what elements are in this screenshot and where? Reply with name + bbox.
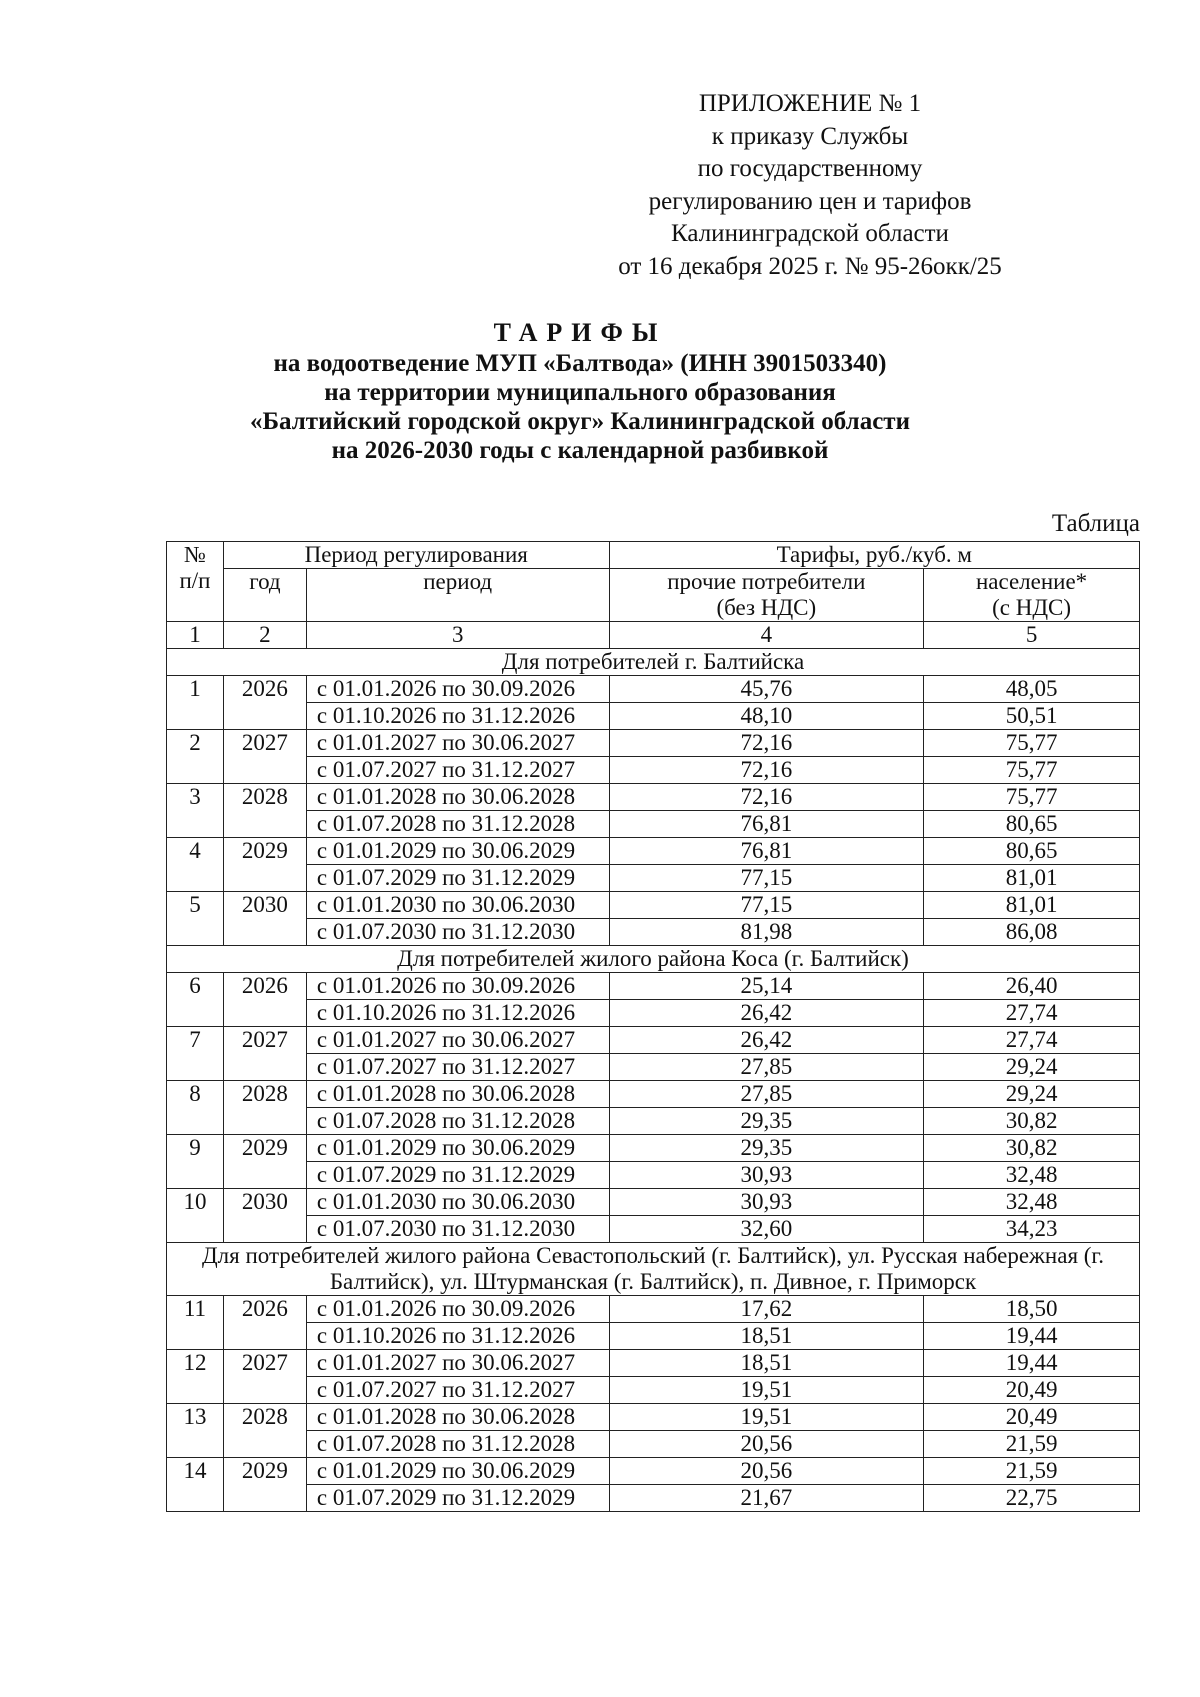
header-population-line2: (с НДС) xyxy=(992,595,1072,620)
header-num-sign: № xyxy=(183,542,206,567)
row-period: с 01.01.2026 по 30.09.2026 xyxy=(306,1296,609,1323)
row-tariff-population: 86,08 xyxy=(924,919,1140,946)
table-row xyxy=(167,892,1140,919)
row-period: с 01.01.2028 по 30.06.2028 xyxy=(306,1404,609,1431)
section-title: Для потребителей жилого района Севастопольский (г. Балтийск), ул. Русская набережная (г. Балтийск), ул. Штурманская (г. Балтийск), п. Дивное, г. Приморск xyxy=(167,1243,1140,1296)
row-number: 11 xyxy=(167,1296,224,1350)
header-num-pp: п/п xyxy=(179,568,211,593)
row-tariff-population: 27,74 xyxy=(924,1000,1140,1027)
row-number: 7 xyxy=(167,1027,224,1081)
row-tariff-population: 81,01 xyxy=(924,865,1140,892)
row-number: 2 xyxy=(167,730,224,784)
row-period: с 01.01.2027 по 30.06.2027 xyxy=(306,1027,609,1054)
table-row xyxy=(167,1162,1140,1189)
row-number: 6 xyxy=(167,973,224,1027)
table-row xyxy=(167,1377,1140,1404)
row-period: с 01.07.2030 по 31.12.2030 xyxy=(306,919,609,946)
row-tariff-others: 27,85 xyxy=(609,1081,924,1108)
row-period: с 01.01.2029 по 30.06.2029 xyxy=(306,1135,609,1162)
col-number: 5 xyxy=(924,622,1140,649)
header-population xyxy=(924,569,1140,622)
row-tariff-others: 17,62 xyxy=(609,1296,924,1323)
table-row xyxy=(167,703,1140,730)
table-row xyxy=(167,973,1140,1000)
tariffs-table xyxy=(166,541,1140,1512)
row-tariff-others: 19,51 xyxy=(609,1404,924,1431)
col-number: 2 xyxy=(223,622,306,649)
row-period: с 01.10.2026 по 31.12.2026 xyxy=(306,703,609,730)
row-tariff-population: 19,44 xyxy=(924,1350,1140,1377)
row-tariff-others: 29,35 xyxy=(609,1108,924,1135)
row-period: с 01.01.2030 по 30.06.2030 xyxy=(306,892,609,919)
row-period: с 01.01.2026 по 30.09.2026 xyxy=(306,973,609,1000)
row-tariff-others: 72,16 xyxy=(609,784,924,811)
table-row xyxy=(167,676,1140,703)
table-row xyxy=(167,1216,1140,1243)
row-tariff-others: 45,76 xyxy=(609,676,924,703)
row-tariff-population: 29,24 xyxy=(924,1054,1140,1081)
table-row xyxy=(167,1458,1140,1485)
row-year: 2028 xyxy=(223,1404,306,1458)
row-tariff-population: 20,49 xyxy=(924,1377,1140,1404)
header-others xyxy=(609,569,924,622)
row-period: с 01.01.2028 по 30.06.2028 xyxy=(306,784,609,811)
title-line: «Балтийский городской округ» Калининградской области xyxy=(250,408,910,435)
row-tariff-population: 21,59 xyxy=(924,1458,1140,1485)
row-tariff-others: 30,93 xyxy=(609,1189,924,1216)
row-tariff-others: 76,81 xyxy=(609,811,924,838)
row-tariff-population: 22,75 xyxy=(924,1485,1140,1512)
row-tariff-others: 18,51 xyxy=(609,1350,924,1377)
header-others-line1: прочие потребители xyxy=(667,569,866,594)
row-tariff-others: 29,35 xyxy=(609,1135,924,1162)
table-row xyxy=(167,1485,1140,1512)
row-year: 2030 xyxy=(223,892,306,946)
section-title: Для потребителей г. Балтийска xyxy=(167,649,1140,676)
row-period: с 01.01.2026 по 30.09.2026 xyxy=(306,676,609,703)
row-tariff-population: 75,77 xyxy=(924,730,1140,757)
row-year: 2029 xyxy=(223,1135,306,1189)
row-tariff-population: 29,24 xyxy=(924,1081,1140,1108)
row-year: 2027 xyxy=(223,1350,306,1404)
row-period: с 01.07.2029 по 31.12.2029 xyxy=(306,1485,609,1512)
appendix-line: ПРИЛОЖЕНИЕ № 1 xyxy=(698,90,922,117)
row-tariff-others: 72,16 xyxy=(609,757,924,784)
header-period: период xyxy=(306,569,609,622)
table-row xyxy=(167,1404,1140,1431)
row-tariff-population: 32,48 xyxy=(924,1189,1140,1216)
header-year: год xyxy=(223,569,306,622)
row-tariff-others: 26,42 xyxy=(609,1000,924,1027)
row-number: 10 xyxy=(167,1189,224,1243)
table-label: Таблица xyxy=(1051,510,1140,537)
table-row xyxy=(167,1135,1140,1162)
row-number: 1 xyxy=(167,676,224,730)
row-period: с 01.07.2027 по 31.12.2027 xyxy=(306,1054,609,1081)
row-tariff-population: 30,82 xyxy=(924,1108,1140,1135)
row-tariff-others: 77,15 xyxy=(609,865,924,892)
table-row xyxy=(167,811,1140,838)
row-period: с 01.10.2026 по 31.12.2026 xyxy=(306,1000,609,1027)
row-number: 4 xyxy=(167,838,224,892)
row-period: с 01.07.2028 по 31.12.2028 xyxy=(306,811,609,838)
col-number: 3 xyxy=(306,622,609,649)
row-tariff-population: 80,65 xyxy=(924,838,1140,865)
row-tariff-others: 32,60 xyxy=(609,1216,924,1243)
row-year: 2027 xyxy=(223,1027,306,1081)
table-row xyxy=(167,919,1140,946)
header-population-line1: население* xyxy=(975,569,1088,594)
appendix-line: Калининградской области xyxy=(671,220,949,247)
table-row xyxy=(167,1081,1140,1108)
row-number: 3 xyxy=(167,784,224,838)
row-tariff-others: 20,56 xyxy=(609,1458,924,1485)
table-row xyxy=(167,1000,1140,1027)
table-row xyxy=(167,1054,1140,1081)
section-title: Для потребителей жилого района Коса (г. Балтийск) xyxy=(167,946,1140,973)
row-tariff-population: 75,77 xyxy=(924,757,1140,784)
row-number: 8 xyxy=(167,1081,224,1135)
row-tariff-others: 30,93 xyxy=(609,1162,924,1189)
row-tariff-others: 27,85 xyxy=(609,1054,924,1081)
table-body xyxy=(167,649,1140,1512)
table-row xyxy=(167,1323,1140,1350)
section-row xyxy=(167,946,1140,973)
col-number: 1 xyxy=(167,622,224,649)
row-tariff-population: 50,51 xyxy=(924,703,1140,730)
table-row xyxy=(167,1350,1140,1377)
row-year: 2029 xyxy=(223,838,306,892)
row-year: 2026 xyxy=(223,1296,306,1350)
row-tariff-population: 32,48 xyxy=(924,1162,1140,1189)
row-year: 2026 xyxy=(223,973,306,1027)
row-period: с 01.01.2027 по 30.06.2027 xyxy=(306,730,609,757)
row-tariff-others: 81,98 xyxy=(609,919,924,946)
table-row xyxy=(167,838,1140,865)
table-row xyxy=(167,1296,1140,1323)
row-period: с 01.01.2029 по 30.06.2029 xyxy=(306,1458,609,1485)
table-row xyxy=(167,784,1140,811)
header-period-group: Период регулирования xyxy=(223,542,609,569)
row-period: с 01.07.2030 по 31.12.2030 xyxy=(306,1216,609,1243)
row-period: с 01.07.2028 по 31.12.2028 xyxy=(306,1108,609,1135)
header-others-line2: (без НДС) xyxy=(716,595,817,620)
row-period: с 01.07.2027 по 31.12.2027 xyxy=(306,1377,609,1404)
appendix-header xyxy=(580,88,1040,283)
row-year: 2028 xyxy=(223,784,306,838)
row-tariff-population: 34,23 xyxy=(924,1216,1140,1243)
row-number: 14 xyxy=(167,1458,224,1512)
title-line: на территории муниципального образования xyxy=(324,379,836,406)
title-line: на 2026-2030 годы с календарной разбивкой xyxy=(331,437,829,464)
row-tariff-population: 75,77 xyxy=(924,784,1140,811)
row-tariff-others: 77,15 xyxy=(609,892,924,919)
table-row xyxy=(167,1108,1140,1135)
row-tariff-others: 76,81 xyxy=(609,838,924,865)
row-tariff-population: 81,01 xyxy=(924,892,1140,919)
row-tariff-population: 26,40 xyxy=(924,973,1140,1000)
table-row xyxy=(167,1027,1140,1054)
row-tariff-population: 27,74 xyxy=(924,1027,1140,1054)
row-period: с 01.10.2026 по 31.12.2026 xyxy=(306,1323,609,1350)
row-tariff-population: 19,44 xyxy=(924,1323,1140,1350)
row-tariff-population: 20,49 xyxy=(924,1404,1140,1431)
row-number: 9 xyxy=(167,1135,224,1189)
header-num xyxy=(167,542,224,622)
row-number: 5 xyxy=(167,892,224,946)
row-tariff-others: 19,51 xyxy=(609,1377,924,1404)
appendix-line: регулированию цен и тарифов xyxy=(648,187,972,215)
table-row xyxy=(167,865,1140,892)
row-year: 2029 xyxy=(223,1458,306,1512)
row-tariff-population: 30,82 xyxy=(924,1135,1140,1162)
appendix-line: по государственному xyxy=(697,155,923,182)
row-year: 2026 xyxy=(223,676,306,730)
row-tariff-others: 26,42 xyxy=(609,1027,924,1054)
row-year: 2027 xyxy=(223,730,306,784)
row-period: с 01.01.2029 по 30.06.2029 xyxy=(306,838,609,865)
row-number: 13 xyxy=(167,1404,224,1458)
section-row xyxy=(167,649,1140,676)
table-header xyxy=(167,542,1140,649)
row-period: с 01.07.2029 по 31.12.2029 xyxy=(306,865,609,892)
title-heading: ТАРИФЫ xyxy=(493,318,667,347)
row-tariff-population: 48,05 xyxy=(924,676,1140,703)
row-period: с 01.01.2028 по 30.06.2028 xyxy=(306,1081,609,1108)
row-tariff-others: 25,14 xyxy=(609,973,924,1000)
row-tariff-others: 72,16 xyxy=(609,730,924,757)
document-title xyxy=(150,318,1010,465)
appendix-line: к приказу Службы xyxy=(711,122,909,150)
row-tariff-population: 18,50 xyxy=(924,1296,1140,1323)
row-number: 12 xyxy=(167,1350,224,1404)
row-period: с 01.07.2029 по 31.12.2029 xyxy=(306,1162,609,1189)
table-row xyxy=(167,1189,1140,1216)
row-tariff-others: 48,10 xyxy=(609,703,924,730)
appendix-line: от 16 декабря 2025 г. № 95-26окк/25 xyxy=(618,252,1002,280)
row-tariff-others: 20,56 xyxy=(609,1431,924,1458)
row-year: 2028 xyxy=(223,1081,306,1135)
header-tariff-group: Тарифы, руб./куб. м xyxy=(609,542,1139,569)
row-period: с 01.07.2027 по 31.12.2027 xyxy=(306,757,609,784)
section-row xyxy=(167,1243,1140,1296)
title-line: на водоотведение МУП «Балтвода» (ИНН 3901503340) xyxy=(273,350,887,377)
table-row xyxy=(167,1431,1140,1458)
col-number: 4 xyxy=(609,622,924,649)
row-year: 2030 xyxy=(223,1189,306,1243)
row-tariff-population: 21,59 xyxy=(924,1431,1140,1458)
row-tariff-others: 18,51 xyxy=(609,1323,924,1350)
row-period: с 01.07.2028 по 31.12.2028 xyxy=(306,1431,609,1458)
table-row xyxy=(167,730,1140,757)
row-period: с 01.01.2027 по 30.06.2027 xyxy=(306,1350,609,1377)
row-period: с 01.01.2030 по 30.06.2030 xyxy=(306,1189,609,1216)
table-row xyxy=(167,757,1140,784)
row-tariff-population: 80,65 xyxy=(924,811,1140,838)
row-tariff-others: 21,67 xyxy=(609,1485,924,1512)
